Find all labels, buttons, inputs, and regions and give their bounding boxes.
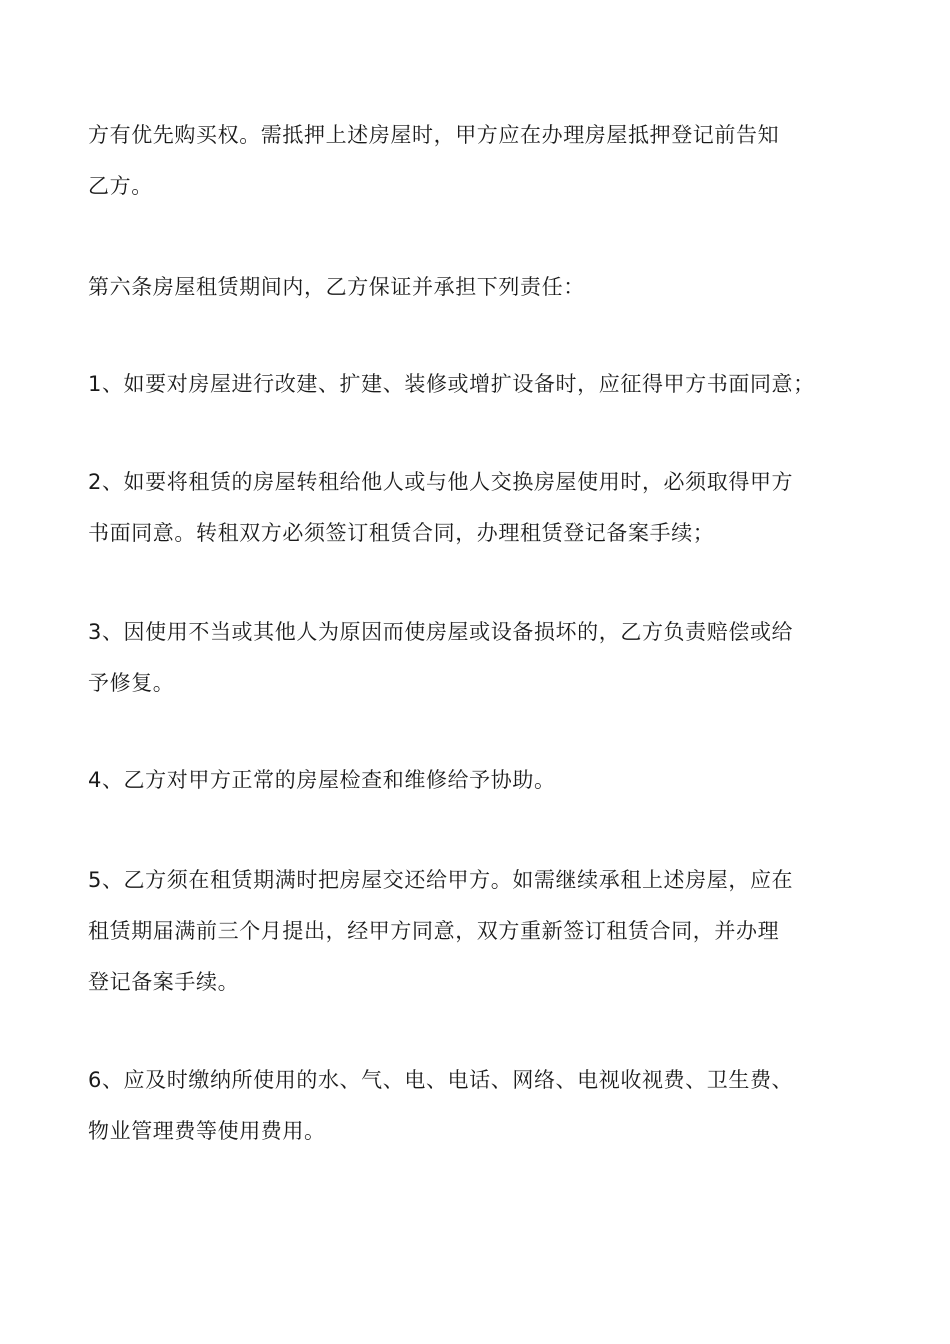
- text-line: 6、应及时缴纳所使用的水、气、电、电话、网络、电视收视费、卫生费、: [88, 1068, 794, 1092]
- text-line: 方有优先购买权。需抵押上述房屋时，甲方应在办理房屋抵押登记前告知: [88, 123, 780, 147]
- text-line: 租赁期届满前三个月提出，经甲方同意，双方重新签订租赁合同，并办理: [88, 919, 780, 943]
- text-line: 予修复。: [88, 671, 175, 695]
- text-line: 书面同意。转租双方必须签订租赁合同，办理租赁登记备案手续；: [88, 521, 715, 545]
- list-item-1: [88, 359, 888, 410]
- list-item-3: [88, 607, 888, 709]
- paragraph-continuation: [88, 110, 888, 212]
- text-line: 第六条房屋租赁期间内，乙方保证并承担下列责任：: [88, 275, 585, 299]
- text-line: 1、如要对房屋进行改建、扩建、装修或增扩设备时，应征得甲方书面同意；: [88, 372, 815, 396]
- list-item-6: [88, 1055, 888, 1157]
- text-line: 4、乙方对甲方正常的房屋检查和维修给予协助。: [88, 768, 556, 792]
- text-line: 物业管理费等使用费用。: [88, 1119, 326, 1143]
- text-line: 乙方。: [88, 174, 153, 198]
- text-line: 登记备案手续。: [88, 970, 240, 994]
- article-6-heading: [88, 262, 888, 313]
- text-line: 5、乙方须在租赁期满时把房屋交还给甲方。如需继续承租上述房屋，应在: [88, 868, 794, 892]
- list-item-4: [88, 755, 888, 806]
- list-item-2: [88, 457, 888, 559]
- list-item-5: [88, 855, 888, 1008]
- text-line: 3、因使用不当或其他人为原因而使房屋或设备损坏的，乙方负责赔偿或给: [88, 620, 794, 644]
- text-line: 2、如要将租赁的房屋转租给他人或与他人交换房屋使用时，必须取得甲方: [88, 470, 794, 494]
